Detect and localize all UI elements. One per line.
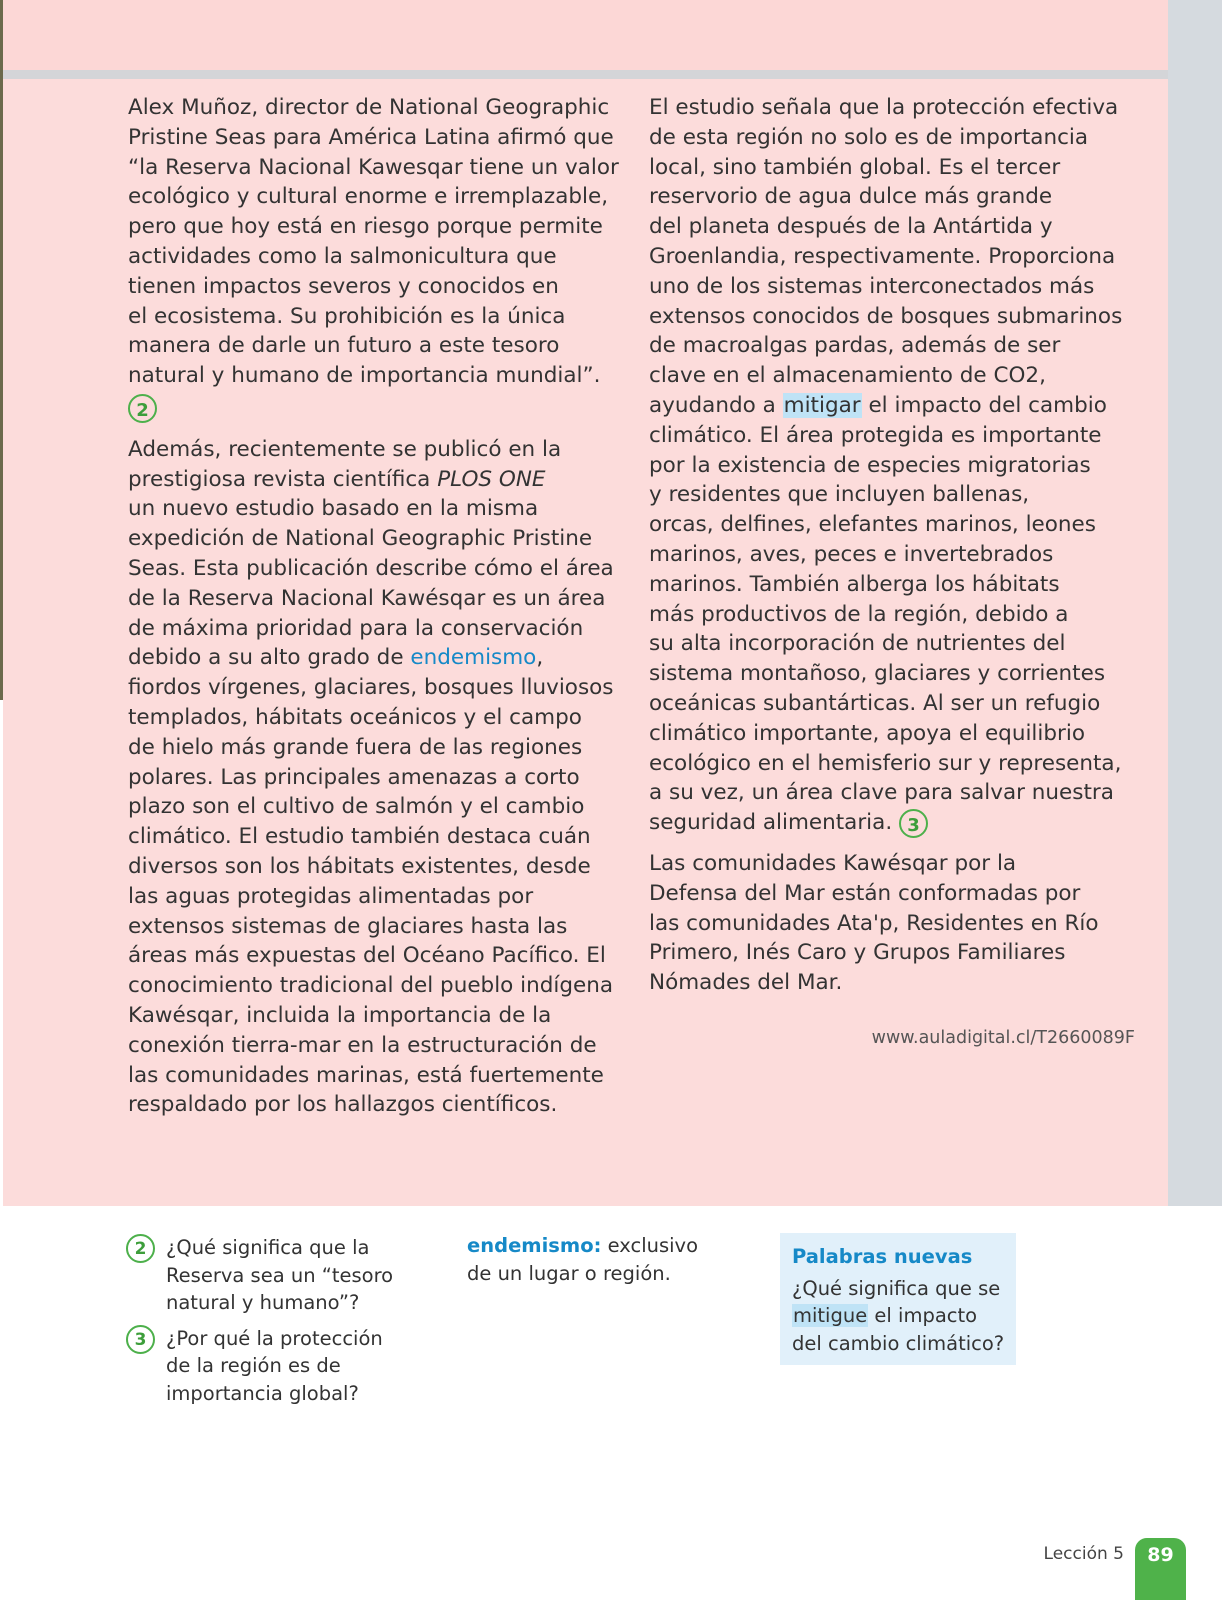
text-line: uno de los sistemas interconectados más xyxy=(649,273,1095,299)
question-text-line: ¿Por qué la protección xyxy=(166,1326,383,1350)
source-url[interactable]: www.auladigital.cl/T2660089F xyxy=(871,1028,1135,1048)
question-item xyxy=(126,1234,426,1317)
text-line: Seas. Esta publicación describe cómo el área xyxy=(128,555,614,581)
glossary-term-link[interactable]: endemismo xyxy=(410,645,537,671)
article-column-right xyxy=(649,93,1139,998)
text-span: debido a su alto grado de xyxy=(128,645,411,671)
text-line: del planeta después de la Antártida y xyxy=(649,214,1053,240)
text-line: Nómades del Mar. xyxy=(649,970,843,996)
text-line: marinos, aves, peces e invertebrados xyxy=(649,541,1054,567)
text-line: respaldado por los hallazgos científicos. xyxy=(128,1092,558,1118)
text-line: áreas más expuestas del Océano Pacífico. El xyxy=(128,943,606,969)
text-line xyxy=(649,391,1139,421)
text-line: manera de darle un futuro a este tesoro xyxy=(128,333,560,359)
text-line: “la Reserva Nacional Kawesqar tiene un valor xyxy=(128,154,619,180)
journal-name: PLOS ONE xyxy=(437,466,546,492)
text-line: climático. El estudio también destaca cuán xyxy=(128,824,591,850)
text-line: conocimiento tradicional del pueblo indígena xyxy=(128,973,614,999)
glossary-entry xyxy=(467,1232,727,1287)
text-span: seguridad alimentaria. xyxy=(649,810,900,836)
text-line: clave en el almacenamiento de CO2, xyxy=(649,363,1046,389)
page-number-tab: 89 xyxy=(1135,1538,1186,1600)
text-line: Alex Muñoz, director de National Geographic xyxy=(128,95,610,120)
margin-questions xyxy=(126,1234,426,1415)
text-line: conexión tierra-mar en la estructuración de xyxy=(128,1032,597,1058)
paragraph-quote xyxy=(128,93,618,424)
text-line: de máxima prioridad para la conservación xyxy=(128,615,584,641)
text-line: tienen impactos severos y conocidos en xyxy=(128,273,559,299)
question-number-badge: 2 xyxy=(126,1234,155,1263)
text-line: fiordos vírgenes, glaciares, bosques lluviosos xyxy=(128,675,614,701)
text-line: extensos conocidos de bosques submarinos xyxy=(649,303,1123,329)
text-line: diversos son los hábitats existentes, desde xyxy=(128,853,591,879)
text-line: Pristine Seas para América Latina afirmó que xyxy=(128,124,614,150)
text-line: de esta región no solo es de importancia xyxy=(649,124,1089,150)
text-line: más productivos de la región, debido a xyxy=(649,601,1069,627)
page-side-strip xyxy=(1168,0,1222,1206)
text-line: por la existencia de especies migratorias xyxy=(649,452,1091,478)
text-line: su alta incorporación de nutrientes del xyxy=(649,631,1066,657)
text-line: oceánicas subantárticas. Al ser un refugio xyxy=(649,690,1101,716)
text-span: , xyxy=(536,645,544,671)
question-item xyxy=(126,1325,426,1408)
new-words-text xyxy=(792,1302,1004,1330)
text-line: El estudio señala que la protección efectiva xyxy=(649,95,1119,120)
question-number-badge: 3 xyxy=(126,1325,155,1354)
text-line: de la Reserva Nacional Kawésqar es un área xyxy=(128,585,606,611)
article-column-left xyxy=(128,93,618,1120)
text-line: Kawésqar, incluida la importancia de la xyxy=(128,1002,552,1028)
question-marker-3[interactable]: 3 xyxy=(899,809,928,838)
text-span: el impacto del cambio xyxy=(861,392,1107,418)
text-line: Groenlandia, respectivamente. Proporciona xyxy=(649,243,1116,269)
glossary-term: endemismo: xyxy=(467,1234,602,1257)
text-line: las aguas protegidas alimentadas por xyxy=(128,883,534,909)
new-word-highlight[interactable]: mitigar xyxy=(783,392,861,418)
text-line: un nuevo estudio basado en la misma xyxy=(128,496,539,522)
question-text-line: Reserva sea un “tesoro xyxy=(166,1263,394,1287)
glossary-line xyxy=(467,1232,727,1260)
glossary-definition: exclusivo xyxy=(601,1234,699,1257)
text-line xyxy=(128,643,618,673)
new-words-title: Palabras nuevas xyxy=(792,1245,973,1268)
text-line: Defensa del Mar están conformadas por xyxy=(649,880,1081,906)
text-line: Primero, Inés Caro y Grupos Familiares xyxy=(649,940,1066,966)
text-line: climático. El área protegida es importante xyxy=(649,422,1102,448)
text-line: expedición de National Geographic Pristine xyxy=(128,526,593,552)
text-line: polares. Las principales amenazas a corto xyxy=(128,764,580,790)
text-span: ayudando a xyxy=(649,392,783,418)
text-line: climático importante, apoya el equilibrio xyxy=(649,720,1085,746)
text-line: a su vez, un área clave para salvar nuestra xyxy=(649,780,1114,806)
text-line: extensos sistemas de glaciares hasta las xyxy=(128,913,568,939)
question-text-line: ¿Qué significa que la xyxy=(166,1236,370,1259)
text-line: y residentes que incluyen ballenas, xyxy=(649,482,1030,508)
question-text-line: importancia global? xyxy=(166,1381,359,1405)
text-line: de macroalgas pardas, además de ser xyxy=(649,333,1061,359)
text-line: sistema montañoso, glaciares y corrientes xyxy=(649,661,1106,687)
glossary-definition: de un lugar o región. xyxy=(467,1261,671,1285)
question-text-line: natural y humano”? xyxy=(166,1291,360,1314)
text-line: orcas, delfines, elefantes marinos, leones xyxy=(649,512,1096,538)
text-line: ecológico y cultural enorme e irremplazable, xyxy=(128,184,609,210)
new-words-box xyxy=(780,1233,1016,1365)
header-rule xyxy=(3,70,1168,79)
text-line: plazo son el cultivo de salmón y el cambio xyxy=(128,794,585,820)
paragraph-importance xyxy=(649,93,1139,838)
text-line xyxy=(128,465,618,495)
text-span: el impacto xyxy=(868,1304,978,1327)
text-line: el ecosistema. Su prohibición es la única xyxy=(128,303,566,329)
text-line: templados, hábitats oceánicos y el campo xyxy=(128,704,582,730)
question-marker-2[interactable]: 2 xyxy=(128,394,157,423)
text-line: pero que hoy está en riesgo porque permite xyxy=(128,214,603,240)
lesson-label: Lección 5 xyxy=(1043,1544,1124,1564)
header-band xyxy=(3,0,1168,70)
text-line: Además, recientemente se publicó en la xyxy=(128,436,562,462)
text-line: local, sino también global. Es el tercer xyxy=(649,154,1061,180)
text-line: natural y humano de importancia mundial”. xyxy=(128,363,601,389)
text-line: de hielo más grande fuera de las regiones xyxy=(128,734,583,760)
paragraph-communities xyxy=(649,849,1139,998)
text-line: las comunidades Ata'p, Residentes en Río xyxy=(649,910,1099,936)
new-words-text: ¿Qué significa que se xyxy=(792,1276,1001,1300)
text-line: las comunidades marinas, está fuertemente xyxy=(128,1062,604,1088)
text-line: Las comunidades Kawésqar por la xyxy=(649,850,1017,876)
new-word-highlight: mitigue xyxy=(793,1304,868,1327)
text-line: ecológico en el hemisferio sur y representa, xyxy=(649,750,1122,776)
text-line xyxy=(128,394,618,424)
text-span: prestigiosa revista científica xyxy=(128,466,438,492)
text-line: reservorio de agua dulce más grande xyxy=(649,184,1053,210)
text-line: actividades como la salmonicultura que xyxy=(128,243,557,269)
paragraph-study xyxy=(128,435,618,1120)
text-line xyxy=(649,808,1139,838)
text-line: marinos. También alberga los hábitats xyxy=(649,571,1060,597)
question-text-line: de la región es de xyxy=(166,1354,341,1377)
new-words-text: del cambio climático? xyxy=(792,1331,1005,1355)
